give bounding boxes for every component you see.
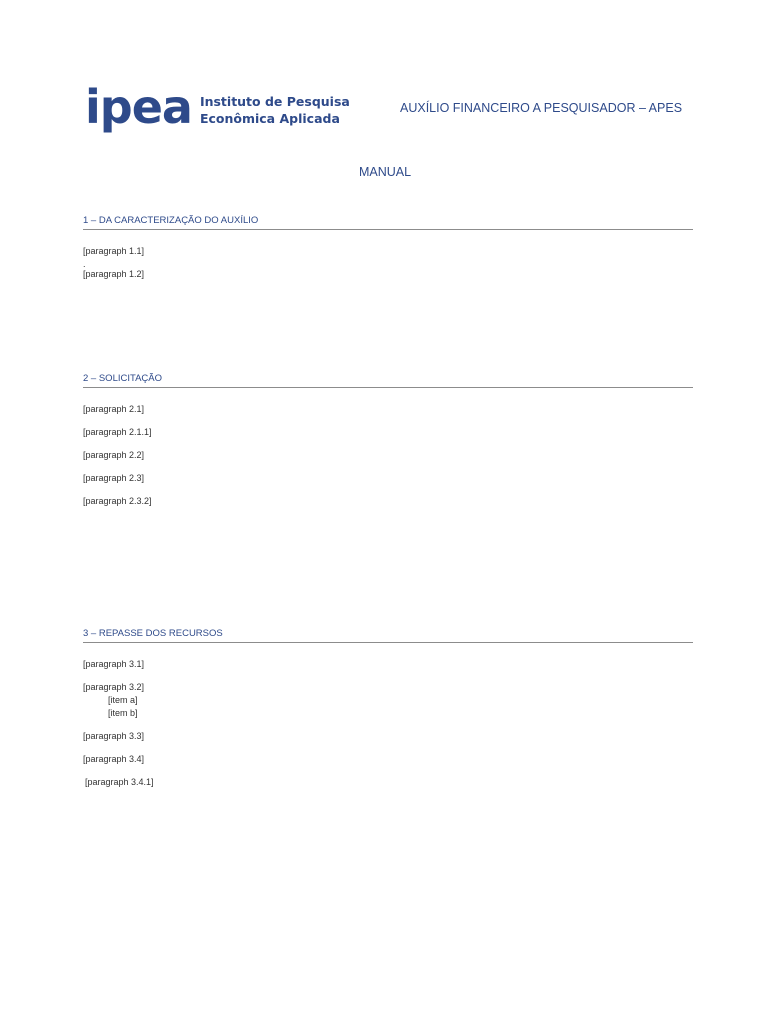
section-3-heading: 3 – REPASSE DOS RECURSOS [83, 628, 693, 643]
stray-dot: . [83, 259, 86, 269]
paragraph-2-1: [paragraph 2.1] [83, 404, 145, 414]
paragraph-1-2: [paragraph 1.2] [83, 269, 145, 279]
paragraph-3-2-items [83, 694, 693, 720]
logo-name-line-2: Econômica Aplicada [199, 111, 340, 126]
document-title: AUXÍLIO FINANCEIRO A PESQUISADOR – APES [400, 101, 683, 115]
paragraph-3-2-item-b: [item b] [108, 708, 138, 718]
ipea-logo-name [200, 93, 350, 127]
ipea-logo-wordmark: ipea [85, 80, 192, 134]
paragraph-3-4-1: [paragraph 3.4.1] [85, 777, 154, 787]
paragraph-3-4: [paragraph 3.4] [83, 754, 145, 764]
paragraph-3-2: [paragraph 3.2] [83, 682, 145, 692]
section-1 [83, 215, 693, 281]
section-2-heading: 2 – SOLICITAÇÃO [83, 373, 693, 388]
logo-name-line-1: Instituto de Pesquisa [199, 94, 350, 109]
paragraph-2-2: [paragraph 2.2] [83, 450, 145, 460]
paragraph-2-3: [paragraph 2.3] [83, 473, 145, 483]
manual-heading: MANUAL [358, 165, 412, 179]
ipea-logo [85, 80, 350, 134]
section-2 [83, 373, 693, 508]
section-3 [83, 628, 693, 789]
paragraph-3-1: [paragraph 3.1] [83, 659, 145, 669]
paragraph-2-1-1: [paragraph 2.1.1] [83, 427, 152, 437]
paragraph-2-3-2: [paragraph 2.3.2] [83, 496, 152, 506]
section-1-heading: 1 – DA CARACTERIZAÇÃO DO AUXÍLIO [83, 215, 693, 230]
paragraph-1-1: [paragraph 1.1] [83, 246, 145, 256]
paragraph-3-3: [paragraph 3.3] [83, 731, 145, 741]
paragraph-3-2-item-a: [item a] [108, 695, 138, 705]
